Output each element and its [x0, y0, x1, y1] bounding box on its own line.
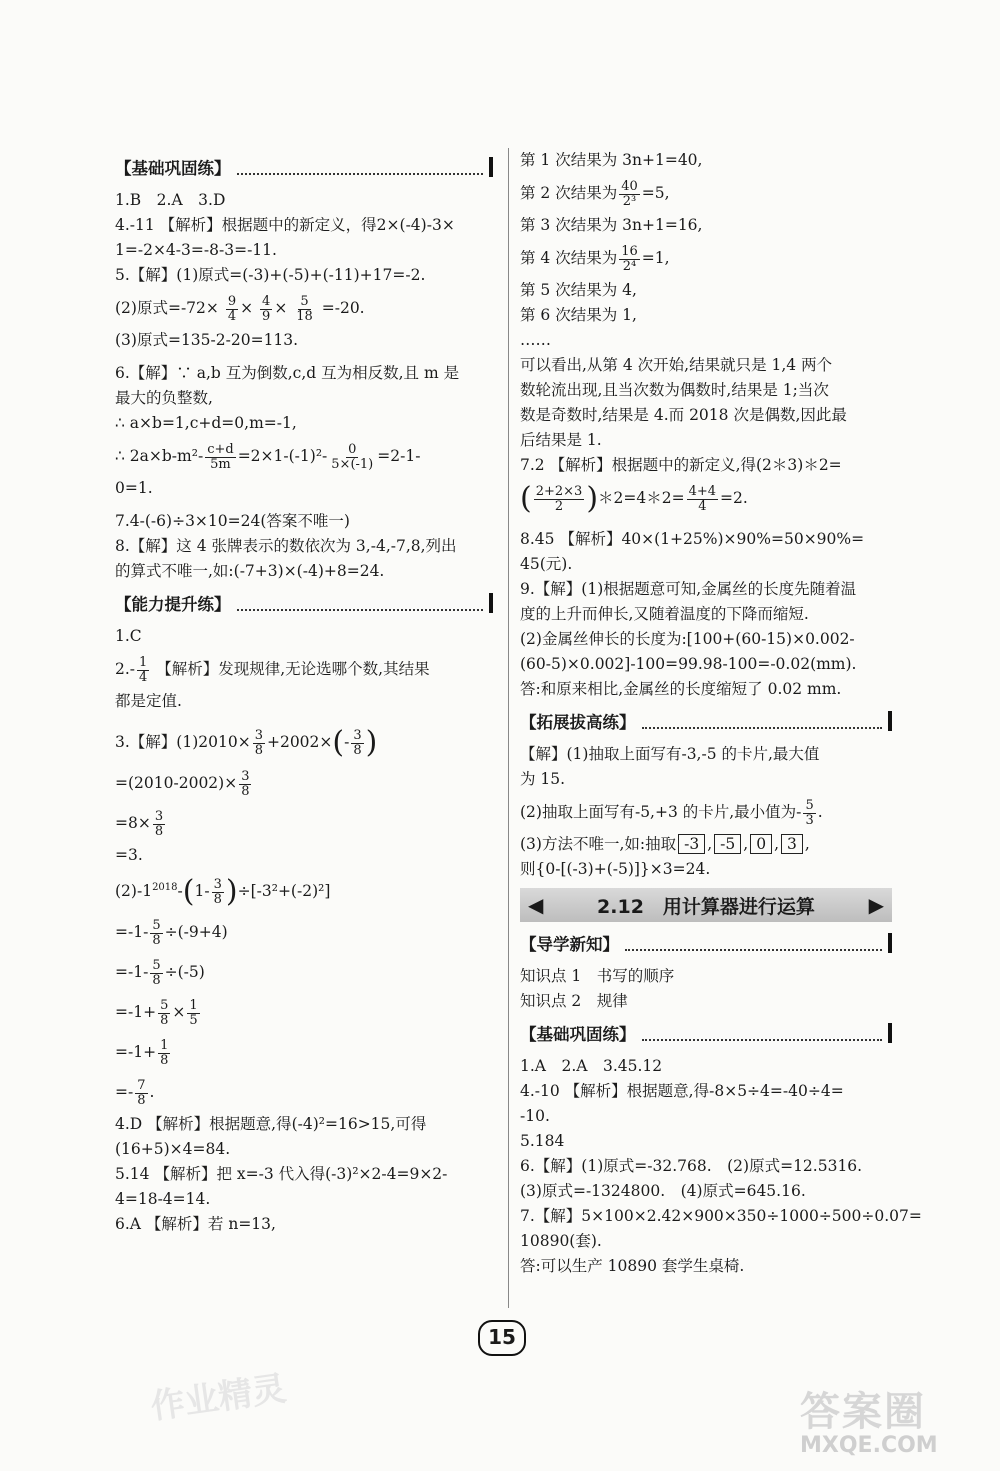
- denominator: 2⁴: [622, 258, 637, 274]
- text: 2.-: [115, 660, 136, 678]
- denominator: 9: [262, 308, 271, 324]
- text: =-: [115, 1083, 134, 1102]
- answer-line: =3.: [115, 846, 143, 864]
- text: 1-: [194, 882, 210, 901]
- answer-line: 0=1.: [115, 479, 153, 497]
- text: =(2010-2002)×: [115, 774, 238, 792]
- denominator: 2: [554, 498, 564, 514]
- denominator: 5: [189, 1012, 198, 1028]
- header-bar: [888, 933, 892, 953]
- denominator: 8: [353, 742, 362, 758]
- answer-line: (2)金属丝伸长的长度为:[100+(60-15)×0.002-: [520, 630, 855, 648]
- denominator: 8: [152, 932, 161, 948]
- answer-line: ……: [520, 331, 551, 349]
- chapter-title: 2.12 用计算器进行运算: [597, 895, 815, 918]
- answer-line: [115, 436, 493, 476]
- exponent: 2018: [152, 882, 178, 893]
- answer-line: 第 3 次结果为 3n+1=16,: [520, 216, 703, 234]
- text: =-1+: [115, 1043, 157, 1062]
- numerator: 1: [139, 654, 148, 670]
- numerator: 40: [621, 178, 638, 194]
- answer-line: [115, 763, 493, 803]
- watermark-text: 答案圈: [800, 1389, 926, 1435]
- numerator: 0: [348, 441, 357, 457]
- numerator: 5: [160, 997, 169, 1013]
- answer-line: 8.45 【解析】40×(1+25%)×90%=50×90%=: [520, 530, 865, 548]
- fraction: [212, 878, 224, 907]
- answer-line: 9.【解】(1)根据题意可知,金属丝的长度先随着温: [520, 580, 857, 598]
- answer-line: [115, 803, 493, 843]
- text: =-1-: [115, 923, 149, 942]
- answer-line: [115, 952, 493, 992]
- answer-line: 第 1 次结果为 3n+1=40,: [520, 151, 703, 169]
- answer-line: 4=18-4=14.: [115, 1190, 211, 1209]
- text: ÷[-3²+(-2)²]: [237, 882, 331, 901]
- fraction: [253, 729, 265, 758]
- text: =8×: [115, 814, 151, 832]
- answer-line: 7.4-(-6)÷3×10=24(答案不唯一): [115, 512, 350, 530]
- answer-line: 6.【解】∵ a,b 互为倒数,c,d 互为相反数,且 m 是: [115, 364, 460, 382]
- answer-line: 第 6 次结果为 1,: [520, 306, 637, 324]
- watermark-url: MXQE.COM: [800, 1433, 938, 1458]
- text: 【解析】发现规律,无论选哪个数,其结果: [156, 660, 430, 678]
- fraction: [226, 295, 238, 324]
- answer-line: 8.【解】这 4 张牌表示的数依次为 3,-4,-7,8,列出: [115, 537, 457, 555]
- numerator: 3: [241, 768, 250, 784]
- site-watermark: [800, 1390, 990, 1465]
- paren: ): [225, 874, 238, 910]
- numerator: 1: [189, 997, 198, 1013]
- answer-line: 5.14 【解析】把 x=-3 代入得(-3)²×2-4=9×2-: [115, 1165, 448, 1184]
- answer-line: 4.-11 【解析】根据题中的新定义，得2×(-4)-3×: [115, 216, 455, 234]
- denominator: 4: [698, 498, 707, 514]
- fraction: [803, 799, 815, 828]
- denominator: 4: [139, 669, 148, 685]
- text: .: [817, 803, 823, 821]
- section-title: 【导学新知】: [520, 935, 619, 954]
- numerator: 2+2×3: [535, 483, 583, 499]
- answer-line: ∴ a×b=1,c+d=0,m=-1,: [115, 414, 297, 432]
- numerator: 1: [160, 1037, 169, 1053]
- answer-line: [115, 649, 493, 689]
- denominator: 8: [213, 891, 222, 907]
- fraction: [329, 443, 375, 472]
- section-title: 【能力提升练】: [115, 595, 231, 614]
- denominator: 8: [241, 783, 250, 799]
- answer-line: 度的上升而伸长,又随着温度的下降而缩短.: [520, 605, 809, 623]
- answer-line: 后结果是 1.: [520, 431, 602, 449]
- dotted-leader: [642, 1026, 883, 1041]
- denominator: 8: [254, 742, 263, 758]
- fraction: [158, 1039, 170, 1068]
- denominator: 8: [137, 1092, 146, 1108]
- text: ＊2=4＊2=: [598, 489, 685, 507]
- text: +2002×: [266, 733, 333, 751]
- fraction: [137, 656, 149, 685]
- text: =1,: [641, 249, 670, 267]
- dotted-leader: [237, 160, 484, 175]
- answer-line: 最大的负整数,: [115, 389, 213, 407]
- answer-line: 3.【解】(1)2010× $\frac{3}{8}$ +2002×(- $\frac{3}{8}$ ): [115, 725, 378, 760]
- answer-line: 可以看出,从第 4 次开始,结果就只是 1,4 两个: [520, 356, 833, 374]
- answer-line: 知识点 1 书写的顺序: [520, 967, 675, 985]
- text: ∴ 2a×b-m²-: [115, 447, 204, 465]
- answer-line: 数轮流出现,且当次数为偶数时,结果是 1;当次: [520, 381, 829, 399]
- numerator: 4: [262, 293, 271, 309]
- answer-line: 4.D 【解析】根据题意,得(-4)²=16>15,可得: [115, 1115, 427, 1134]
- numerator: 9: [227, 293, 237, 309]
- numerator: 3: [154, 808, 164, 824]
- fraction: [619, 245, 640, 274]
- answer-line: 10890(套).: [520, 1232, 602, 1250]
- denominator: 18: [296, 308, 313, 324]
- fraction: [294, 295, 315, 324]
- numerator: c+d: [207, 441, 234, 457]
- answer-line: 的算式不唯一,如:(-7+3)×(-4)+8=24.: [115, 562, 385, 580]
- answer-line: [520, 238, 892, 278]
- fraction: [187, 999, 199, 1028]
- fraction: [239, 770, 251, 799]
- card: -5: [714, 834, 741, 854]
- fraction: [158, 999, 170, 1028]
- answer-line: 7.【解】5×100×2.42×900×350÷1000÷500÷0.07=: [520, 1207, 922, 1225]
- paren: (: [520, 481, 532, 516]
- card: -3: [678, 834, 705, 854]
- section-header-extension: [520, 708, 892, 734]
- fraction: [687, 485, 718, 514]
- fraction: [619, 180, 640, 209]
- answer-line: 第 5 次结果为 4,: [520, 281, 637, 299]
- numerator: 7: [137, 1077, 146, 1093]
- dotted-leader: [625, 936, 882, 951]
- paren: (: [182, 874, 195, 910]
- text: (2)-1: [115, 882, 153, 901]
- answer-line: (3)原式=135-2-20=113.: [115, 331, 299, 349]
- answer-line: [115, 1032, 493, 1072]
- fraction: [205, 443, 236, 472]
- answer-line: 1.A 2.A 3.45.12: [520, 1057, 663, 1075]
- text: (3)方法不唯一,如:抽取: [520, 835, 677, 853]
- text: =-1+: [115, 1003, 157, 1022]
- text: =2.: [720, 489, 748, 507]
- denominator: 3: [805, 812, 814, 828]
- card: 0: [750, 834, 772, 854]
- denominator: 8: [160, 1012, 169, 1028]
- answer-line: 则{0-[(-3)+(-5)]}×3=24.: [520, 860, 711, 878]
- stamp-watermark: 作业精灵: [148, 1368, 289, 1428]
- section-header-basic: [115, 154, 493, 180]
- header-bar: [489, 593, 493, 613]
- paren: (: [332, 725, 345, 760]
- section-title: 【基础巩固练】: [115, 159, 231, 178]
- text: 第 4 次结果为: [520, 249, 618, 267]
- answer-line: 【解】(1)抽取上面写有-3,-5 的卡片,最大值: [520, 745, 820, 763]
- text: -: [177, 882, 183, 901]
- arrow-left-icon: ◀: [528, 893, 544, 917]
- fraction: [260, 295, 272, 324]
- numerator: 16: [621, 243, 638, 259]
- left-column: [115, 148, 493, 1237]
- chapter-banner: [520, 888, 892, 922]
- text: 3.【解】(1)2010×: [115, 733, 251, 751]
- card: 3: [781, 834, 803, 854]
- fraction: [351, 729, 363, 758]
- numerator: 3: [353, 727, 362, 743]
- answer-line: 数是奇数时,结果是 4.而 2018 次是偶数,因此最: [520, 406, 847, 424]
- section-header-guide: [520, 930, 892, 956]
- numerator: 3: [254, 727, 263, 743]
- denominator: 5m: [210, 456, 231, 472]
- section-title: 【基础巩固练】: [520, 1025, 636, 1044]
- fraction: [150, 919, 162, 948]
- answer-line: 4.-10 【解析】根据题意,得-8×5÷4=-40÷4=: [520, 1082, 844, 1100]
- answer-line: 答:可以生产 10890 套学生桌椅.: [520, 1257, 745, 1275]
- arrow-right-icon: ▶: [868, 893, 884, 917]
- text: 第 2 次结果为: [520, 184, 618, 202]
- fraction: [153, 810, 165, 839]
- answer-line: 1.C: [115, 627, 142, 645]
- numerator: 4+4: [688, 483, 717, 499]
- answer-line: [520, 173, 892, 213]
- right-column: [520, 148, 922, 1279]
- answer-line: (3)原式=-1324800. (4)原式=645.16.: [520, 1182, 806, 1200]
- denominator: 8: [160, 1052, 169, 1068]
- text: ÷(-5): [164, 963, 205, 982]
- text: (2)抽取上面写有-5,+3 的卡片,最小值为-: [520, 803, 802, 821]
- answer-line: [520, 478, 892, 519]
- text: =-20.: [321, 299, 365, 317]
- dotted-leader: [642, 714, 883, 729]
- answer-line: =- $\frac{7}{8}$ .: [115, 1077, 155, 1108]
- answer-line: 5.184: [520, 1132, 565, 1150]
- answer-line: 为 15.: [520, 770, 566, 788]
- section-title: 【拓展拔高练】: [520, 713, 636, 732]
- fraction: [534, 485, 585, 514]
- header-bar: [888, 1023, 892, 1043]
- text: =2×1-(-1)²-: [237, 447, 328, 465]
- denominator: 8: [154, 823, 164, 839]
- text: =5,: [641, 184, 670, 202]
- numerator: 3: [213, 876, 222, 892]
- answer-line: 45(元).: [520, 555, 573, 573]
- answer-line: (60-5)×0.002]-100=99.98-100=-0.02(mm).: [520, 655, 857, 673]
- text: ÷(-9+4): [164, 923, 228, 942]
- page-number: 15: [478, 1320, 526, 1356]
- answer-line: 7.2 【解析】根据题中的新定义,得(2＊3)＊2=: [520, 456, 842, 474]
- answer-line: 1=-2×4-3=-8-3=-11.: [115, 241, 277, 259]
- paren: ): [586, 481, 599, 516]
- column-divider: [508, 148, 509, 1308]
- numerator: 5: [152, 957, 161, 973]
- fraction: [150, 959, 162, 988]
- numerator: 5: [152, 917, 161, 933]
- answer-line: (16+5)×4=84.: [115, 1140, 231, 1159]
- header-bar: [888, 711, 892, 731]
- answer-line: 6.A 【解析】若 n=13,: [115, 1215, 276, 1234]
- numerator: 5: [300, 293, 309, 309]
- text: =-1-: [115, 963, 149, 982]
- denominator: 5×(-1): [331, 456, 374, 472]
- answer-line: =-1+ $\frac{5}{8}$ × $\frac{1}{5}$: [115, 997, 198, 1028]
- answer-line: 6.【解】(1)原式=-32.768. (2)原式=12.5316.: [520, 1157, 863, 1175]
- answer-line: 答:和原来相比,金属丝的长度缩短了 0.02 mm.: [520, 680, 842, 698]
- dotted-leader: [237, 596, 484, 611]
- answer-line: 都是定值.: [115, 692, 182, 710]
- text: (2)原式=-72×: [115, 299, 219, 317]
- answer-line: [520, 792, 892, 832]
- denominator: 8: [152, 972, 161, 988]
- paren: ): [365, 725, 378, 760]
- answer-line: 5.【解】(1)原式=(-3)+(-5)+(-11)+17=-2.: [115, 266, 426, 284]
- answer-line: [115, 868, 493, 912]
- answer-line: (2)原式=-72× $\frac{9}{4}$ × $\frac{4}{9}$ × $\frac{5}{18}$ =-20.: [115, 293, 365, 324]
- denominator: 2³: [622, 193, 637, 209]
- answer-line: 知识点 2 规律: [520, 992, 628, 1010]
- header-bar: [489, 157, 493, 177]
- numerator: 5: [805, 797, 814, 813]
- answer-line: [115, 912, 493, 952]
- answer-line: 1.B 2.A 3.D: [115, 191, 226, 209]
- answer-line: (3)方法不唯一,如:抽取 -3 , -5 , 0 , 3 ,: [520, 835, 810, 853]
- denominator: 4: [227, 308, 237, 324]
- section-header-ability: [115, 590, 493, 616]
- section-header-basic-2: [520, 1020, 892, 1046]
- fraction: [135, 1079, 147, 1108]
- answer-line: -10.: [520, 1107, 550, 1125]
- text: =2-1-: [377, 447, 421, 465]
